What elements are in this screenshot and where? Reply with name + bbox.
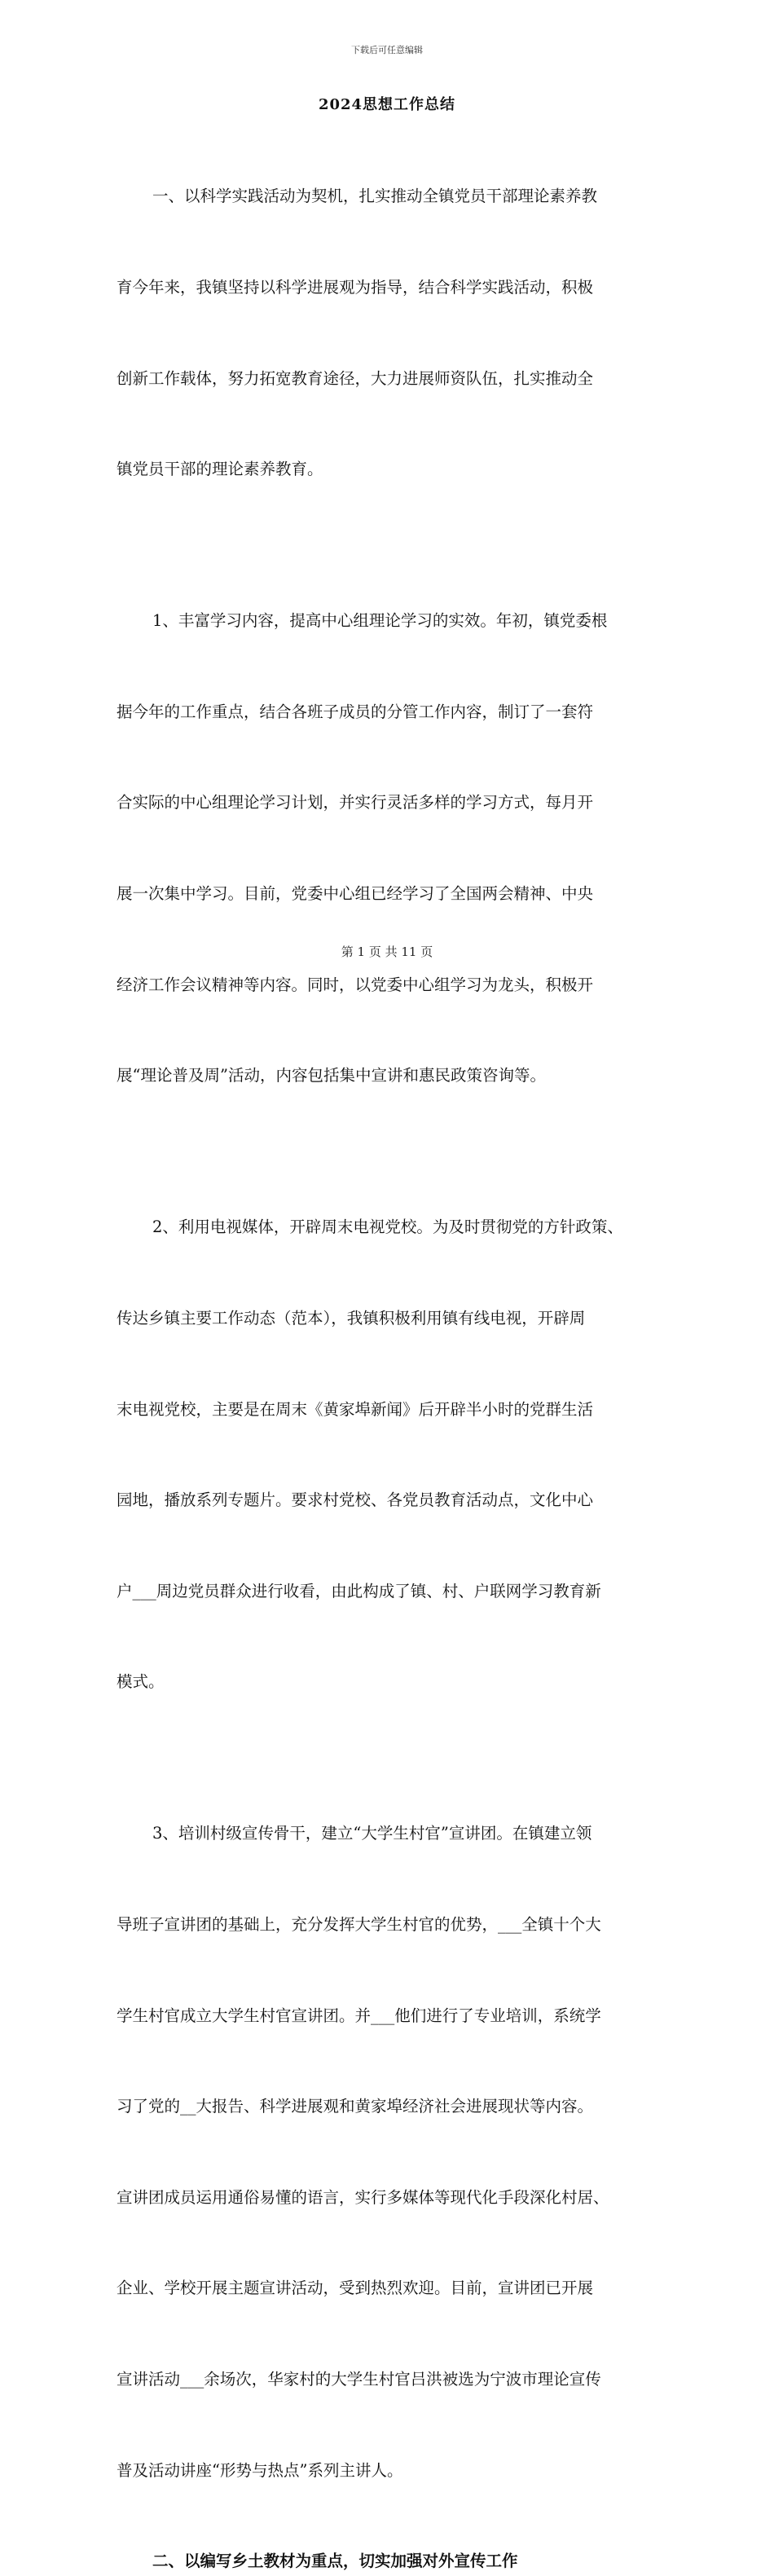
document-title: 2024思想工作总结: [318, 96, 456, 113]
paragraph-item-2: [117, 1151, 654, 1758]
paragraph-section-1-intro: [117, 121, 654, 545]
paragraph-line: 园地，播放系列专题片。要求村党校、各党员教育活动点，文化中心: [117, 1491, 594, 1510]
paragraph-line: 模式。: [117, 1672, 165, 1692]
paragraph-line: 育今年来，我镇坚持以科学进展观为指导，结合科学实践活动，积极: [117, 278, 594, 297]
page-number-footer: 第 1 页 共 11 页: [341, 945, 433, 959]
paragraph-line: 宣讲团成员运用通俗易懂的语言，实行多媒体等现代化手段深化村居、: [117, 2187, 609, 2207]
paragraph-line: 展一次集中学习。目前，党委中心组已经学习了全国两会精神、中央: [117, 884, 594, 904]
paragraph-line: 2、利用电视媒体，开辟周末电视党校。为及时贯彻党的方针政策、: [152, 1218, 623, 1237]
paragraph-line: 学生村官成立大学生村官宣讲团。并___他们进行了专业培训，系统学: [117, 2006, 601, 2025]
paragraph-line: 宣讲活动___余场次，华家村的大学生村官吕洪被选为宁波市理论宣传: [117, 2370, 601, 2389]
paragraph-line: 一、以科学实践活动为契机，扎实推动全镇党员干部理论素养教: [152, 187, 598, 206]
paragraph-line: 习了党的__大报告、科学进展观和黄家埠经济社会进展现状等内容。: [117, 2097, 594, 2116]
paragraph-item-3: [117, 1758, 654, 2546]
paragraph-line: 经济工作会议精神等内容。同时，以党委中心组学习为龙头，积极开: [117, 975, 594, 994]
paragraph-line: 户___周边党员群众进行收看，由此构成了镇、村、户联网学习教育新: [117, 1581, 601, 1601]
document-body: [117, 121, 654, 2576]
paragraph-line: 合实际的中心组理论学习计划，并实行灵活多样的学习方式，每月开: [117, 793, 594, 812]
paragraph-line: 导班子宣讲团的基础上，充分发挥大学生村官的优势，___全镇十个大: [117, 1914, 601, 1934]
paragraph-line: 普及活动讲座“形势与热点”系列主讲人。: [117, 2460, 403, 2480]
paragraph-line: 3、培训村级宣传骨干，建立“大学生村官”宣讲团。在镇建立领: [152, 1824, 592, 1843]
section-heading-2: 二、以编写乡土教材为重点，切实加强对外宣传工作: [152, 2552, 518, 2571]
paragraph-line: 企业、学校开展主题宣讲活动，受到热烈欢迎。目前，宣讲团已开展: [117, 2279, 594, 2298]
paragraph-line: 镇党员干部的理论素养教育。: [117, 460, 323, 479]
paragraph-line: 传达乡镇主要工作动态（范本），我镇积极利用镇有线电视，开辟周: [117, 1308, 586, 1328]
paragraph-line: 创新工作载体，努力拓宽教育途径，大力进展师资队伍，扎实推动全: [117, 368, 594, 388]
paragraph-item-1: [117, 545, 654, 1151]
paragraph-line: 末电视党校，主要是在周末《黄家埠新闻》后开辟半小时的党群生活: [117, 1399, 594, 1419]
page-header-note: 下载后可任意编辑: [351, 45, 423, 55]
paragraph-line: 据今年的工作重点，结合各班子成员的分管工作内容，制订了一套符: [117, 702, 594, 721]
paragraph-line: 1、丰富学习内容，提高中心组理论学习的实效。年初，镇党委根: [152, 611, 608, 631]
paragraph-line: 展“理论普及周”活动，内容包括集中宣讲和惠民政策咨询等。: [117, 1066, 546, 1085]
